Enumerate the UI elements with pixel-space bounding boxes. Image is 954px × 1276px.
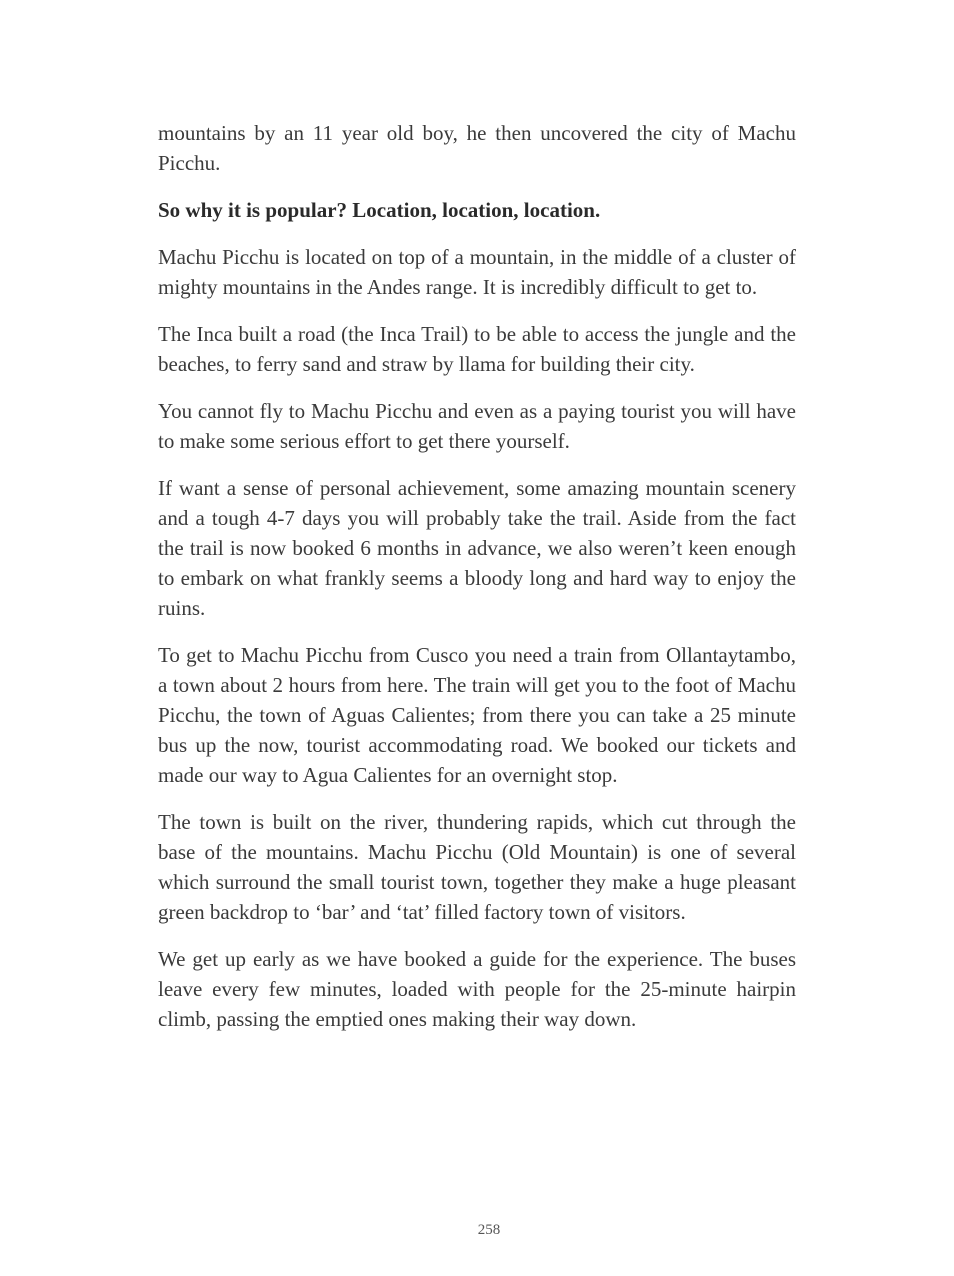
paragraph-town: The town is built on the river, thundering rapids, which cut through the base of the mountains. Machu Picchu (Old Mountain) is one of several which surround the small tourist town, together they make a huge pleasant green backdrop to ‘bar’ and ‘tat’ filled factory town of visitors.	[158, 810, 796, 924]
paragraph-location: Machu Picchu is located on top of a mountain, in the middle of a cluster of mighty mountains in the Andes range. It is incredibly difficult to get to.	[158, 245, 796, 299]
paragraph-guide: We get up early as we have booked a guide for the experience. The buses leave every few minutes, loaded with people for the 25-minute hairpin climb, passing the emptied ones making their way down.	[158, 947, 796, 1031]
paragraph-achievement: If want a sense of personal achievement, some amazing mountain scenery and a tough 4-7 days you will probably take the trail. Aside from the fact the trail is now booked 6 months in advance, we also weren’t keen enough to embark on what frankly seems a bloody long and hard way to enjoy the ruins.	[158, 476, 796, 620]
paragraph-cannot-fly: You cannot fly to Machu Picchu and even as a paying tourist you will have to make some serious effort to get there yourself.	[158, 399, 796, 453]
paragraph-inca-trail: The Inca built a road (the Inca Trail) to be able to access the jungle and the beaches, to ferry sand and straw by llama for building their city.	[158, 322, 796, 376]
section-heading: So why it is popular? Location, location, location.	[158, 198, 601, 222]
page-body	[158, 118, 796, 1051]
paragraph-continuation: mountains by an 11 year old boy, he then uncovered the city of Machu Picchu.	[158, 121, 796, 175]
page-number: 258	[477, 1222, 501, 1238]
paragraph-train: To get to Machu Picchu from Cusco you need a train from Ollantaytambo, a town about 2 hours from here. The train will get you to the foot of Machu Picchu, the town of Aguas Calientes; from there you can take a 25 minute bus up the now, tourist accommodating road. We booked our tickets and made our way to Agua Calientes for an overnight stop.	[158, 643, 796, 787]
